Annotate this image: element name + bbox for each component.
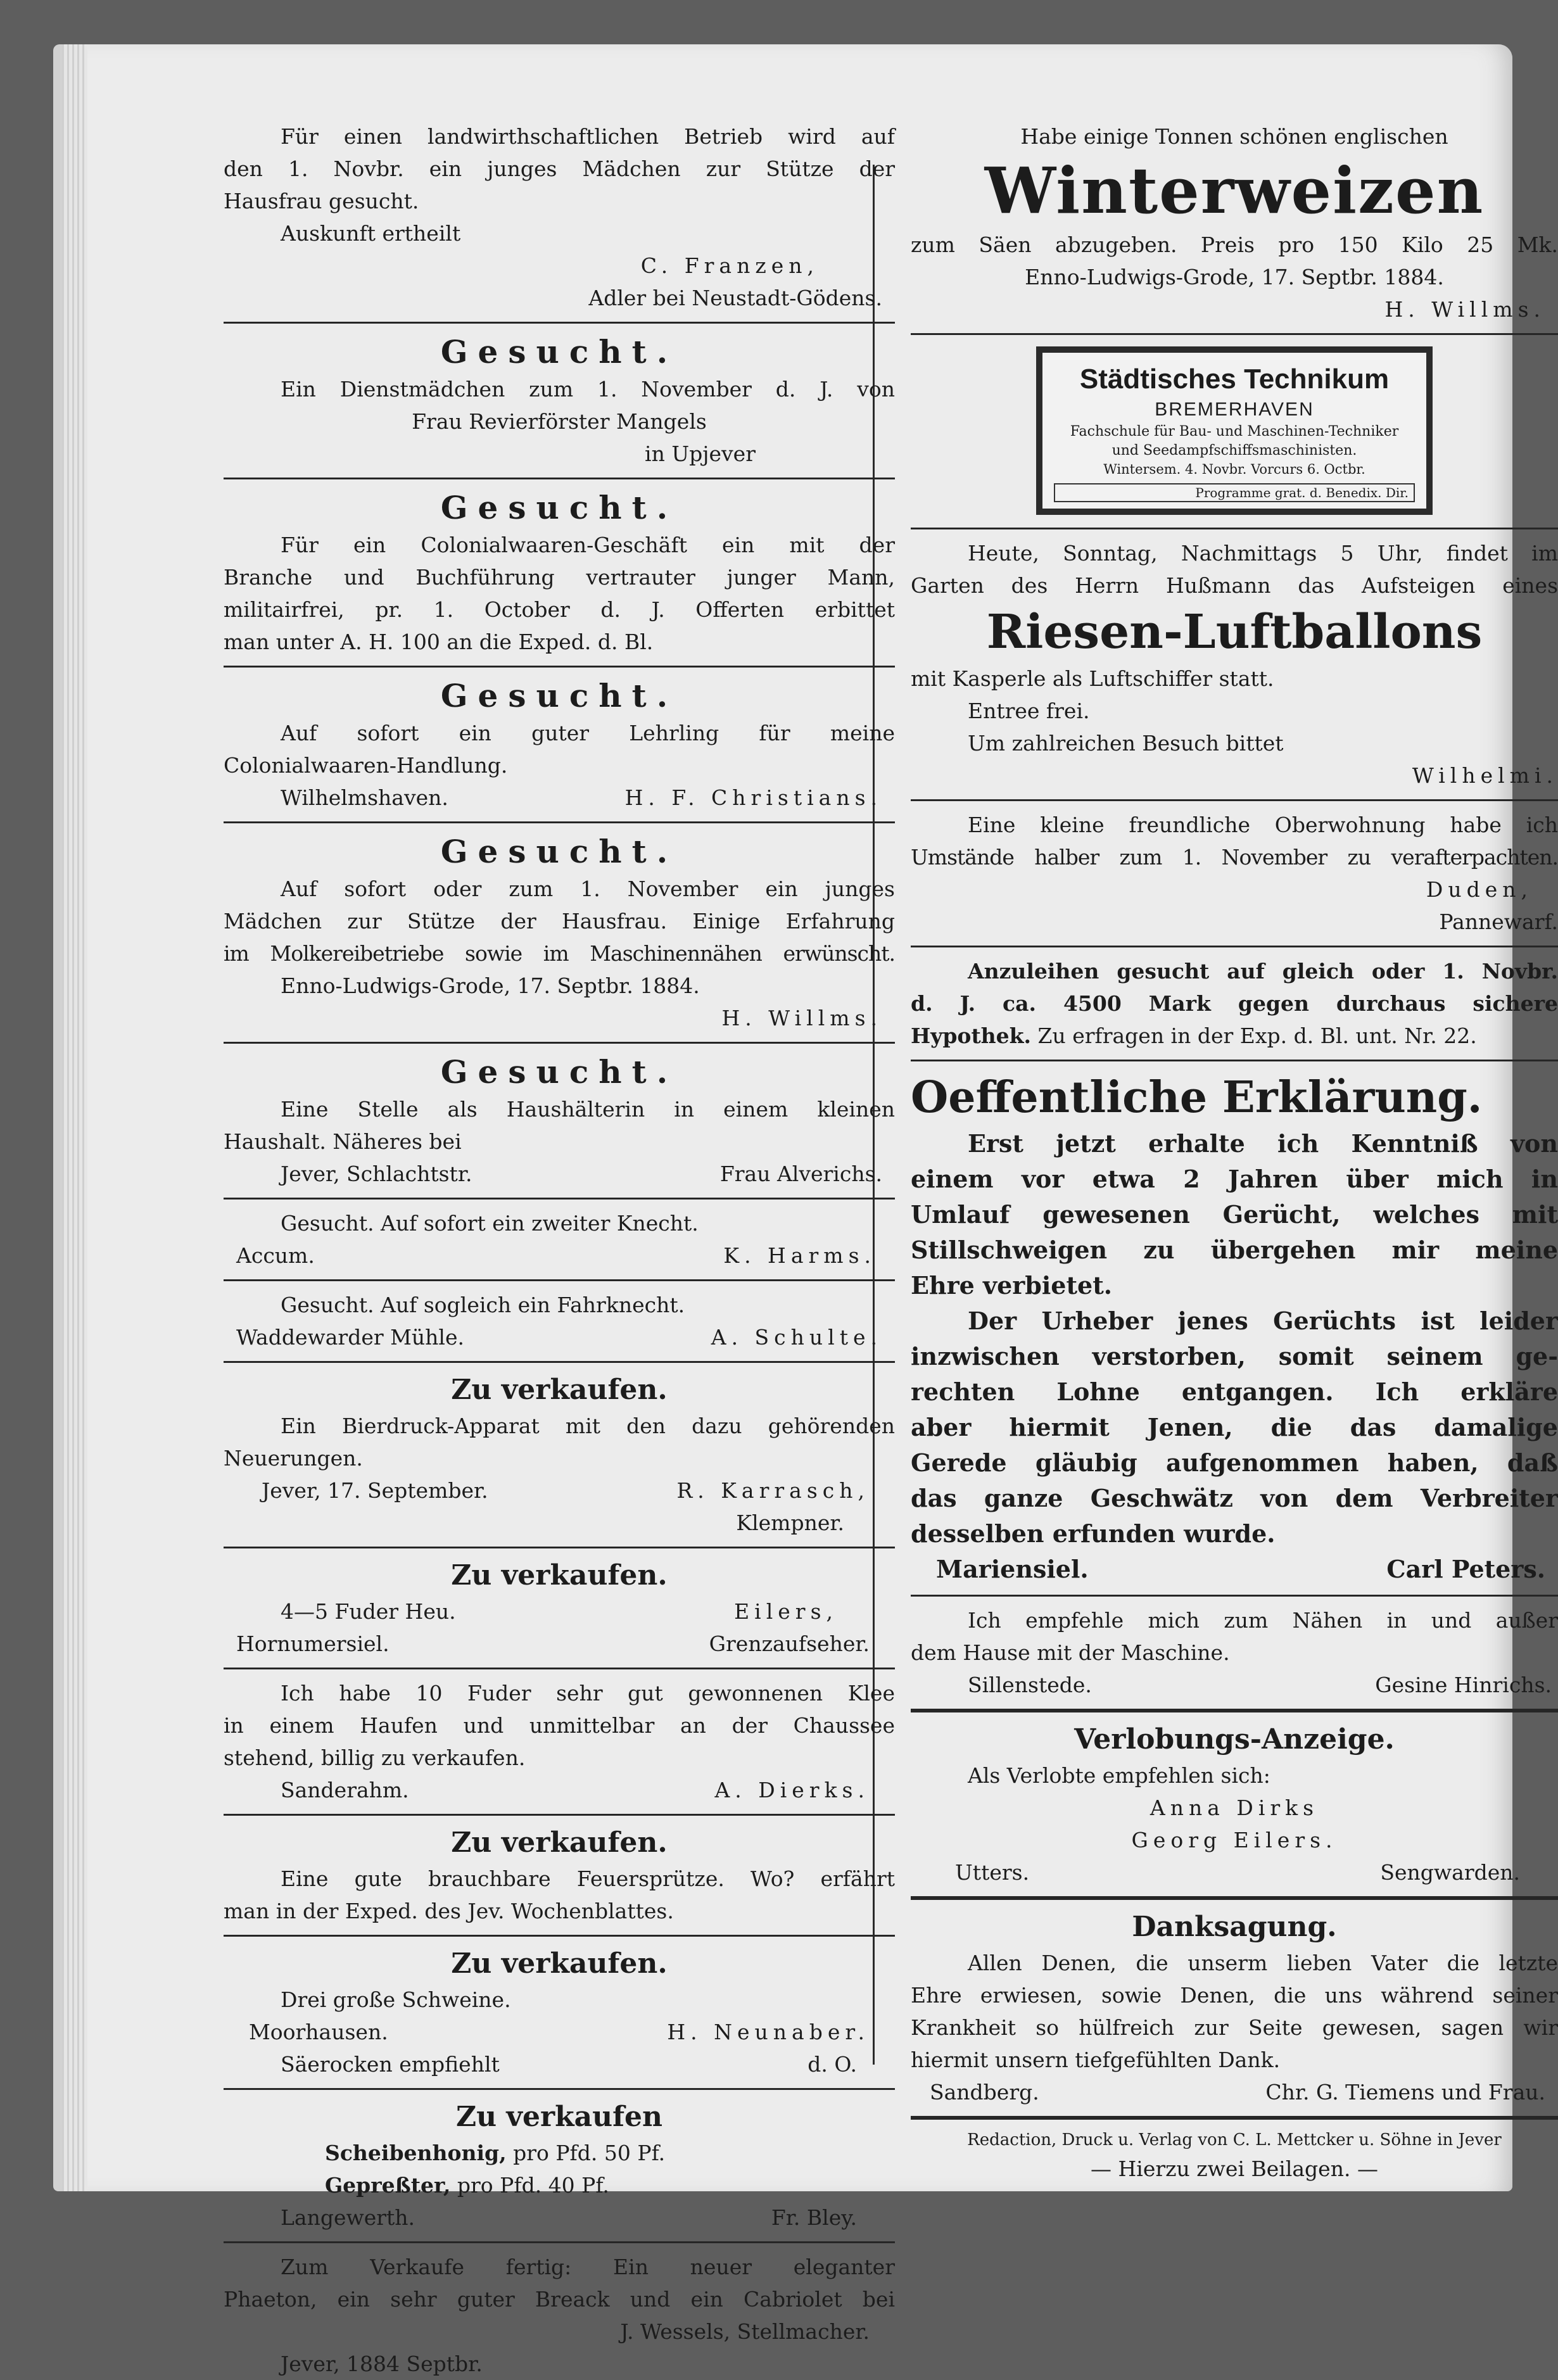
technikum-line: Programme grat. d. Benedix. Dir. bbox=[1054, 483, 1415, 502]
ad-seamstress bbox=[911, 1604, 1558, 1701]
technikum-line: Fachschule für Bau- und Maschinen-Techniker bbox=[1070, 424, 1399, 440]
ad-line: Auf sofort ein guter Lehrling für meine bbox=[281, 721, 895, 745]
separator bbox=[911, 333, 1558, 335]
ad-line: Mädchen zur Stütze der Hausfrau. Einige Erfahrung bbox=[224, 909, 895, 934]
ad-signature: J. Wessels, Stellmacher. bbox=[620, 2319, 870, 2344]
ad-line: Hausfrau gesucht. bbox=[224, 189, 419, 213]
left-column bbox=[224, 120, 895, 2380]
ad-signature: A. Dierks. bbox=[714, 1778, 870, 1802]
ad-signature: C. Franzen, bbox=[640, 253, 819, 278]
ad-date: Jever, 1884 Septbr. bbox=[281, 2352, 483, 2376]
ad-line: mit Kasperle als Luftschiffer statt. bbox=[911, 666, 1274, 691]
ad-line: man unter A. H. 100 an die Exped. d. Bl. bbox=[224, 630, 654, 654]
ad-line: Ehre erwiesen, sowie Denen, die uns während seiner bbox=[911, 1983, 1558, 2008]
ad-beer-apparatus bbox=[224, 1370, 895, 1539]
ad-line: dem Hause mit der Maschine. bbox=[911, 1640, 1230, 1665]
ad-item: pro Pfd. 40 Pf. bbox=[450, 2173, 609, 2198]
ad-line: rechten Lohne entgangen. Ich erkläre bbox=[911, 1377, 1558, 1406]
separator bbox=[911, 2116, 1558, 2120]
ad-winter-wheat bbox=[911, 120, 1558, 326]
ad-maid bbox=[224, 331, 895, 470]
ad-line: aber hiermit Jenen, die das damalige bbox=[911, 1413, 1558, 1441]
separator bbox=[224, 1042, 895, 1044]
ad-heading: Zu verkaufen. bbox=[451, 1947, 668, 1980]
ad-farm-girl bbox=[224, 120, 895, 314]
ad-heading: Gesucht. bbox=[440, 833, 678, 870]
ad-public-declaration bbox=[911, 1069, 1558, 1587]
separator bbox=[224, 821, 895, 823]
separator bbox=[224, 1814, 895, 1816]
separator bbox=[224, 478, 895, 479]
ad-heading: Gesucht. bbox=[440, 1053, 678, 1091]
ad-role: Klempner. bbox=[736, 1510, 844, 1535]
ad-clover bbox=[224, 1677, 895, 1806]
ad-info: Auskunft ertheilt bbox=[281, 221, 461, 246]
page-edge bbox=[62, 44, 87, 2191]
separator bbox=[224, 2088, 895, 2090]
ad-place: Sillenstede. bbox=[968, 1673, 1092, 1697]
ad-line: Entree frei. bbox=[968, 699, 1090, 723]
separator bbox=[911, 1896, 1558, 1900]
ad-heading: Verlobungs-Anzeige. bbox=[1074, 1723, 1395, 1756]
ad-line: Phaeton, ein sehr guter Breack und ein Cabriolet bei bbox=[224, 2287, 895, 2312]
ad-line-bold: Hypothek. bbox=[911, 1023, 1032, 1048]
ad-item-bold: Gepreßter, bbox=[325, 2173, 451, 2198]
ad-signature: Gesine Hinrichs. bbox=[1375, 1673, 1552, 1697]
separator bbox=[224, 1198, 895, 1199]
ad-honey bbox=[224, 2098, 895, 2234]
ad-thanks bbox=[911, 1908, 1558, 2108]
ad-line: Gesucht. Auf sogleich ein Fahrknecht. bbox=[281, 1293, 685, 1317]
ad-line: Ein Dienstmädchen zum 1. November d. J. von bbox=[281, 377, 895, 402]
ad-line: Habe einige Tonnen schönen englischen bbox=[1020, 124, 1448, 149]
ad-line: Für einen landwirthschaftlichen Betrieb wird auf bbox=[281, 124, 895, 149]
separator bbox=[911, 1595, 1558, 1597]
ad-line: Krankheit so hülfreich zur Seite gewesen, sagen wir bbox=[911, 2015, 1558, 2040]
ad-line: hiermit unsern tiefgefühlten Dank. bbox=[911, 2048, 1281, 2072]
ad-big-heading: Winterweizen bbox=[984, 153, 1485, 228]
ad-heading: Gesucht. bbox=[440, 677, 678, 714]
ad-line: Umstände halber zum 1. November zu verafterpachten. bbox=[911, 845, 1558, 870]
ad-line: Eine kleine freundliche Oberwohnung habe ich bbox=[968, 813, 1558, 837]
ad-line: Säerocken empfiehlt bbox=[281, 2052, 500, 2077]
ad-carriages bbox=[224, 2251, 895, 2380]
ad-line: Eine gute brauchbare Feuersprütze. Wo? erfährt bbox=[281, 1866, 895, 1891]
technikum-city: BREMERHAVEN bbox=[1155, 399, 1314, 420]
ad-line: inzwischen verstorben, somit seinem ge- bbox=[911, 1342, 1558, 1370]
ad-line: d. J. ca. 4500 Mark gegen durchaus sichere bbox=[911, 991, 1558, 1016]
ad-place: in Upjever bbox=[645, 441, 756, 466]
ad-line: Stillschweigen zu übergehen mir meine bbox=[911, 1236, 1558, 1264]
ad-signature: d. O. bbox=[808, 2052, 857, 2077]
separator bbox=[911, 1060, 1558, 1061]
technikum-line: und Seedampfschiffsmaschinisten. bbox=[1112, 443, 1357, 459]
ad-signature: H. F. Christians. bbox=[624, 785, 882, 810]
ad-line: Auf sofort oder zum 1. November ein junges bbox=[281, 877, 895, 901]
ad-housekeeper bbox=[224, 1051, 895, 1190]
ad-place: Accum. bbox=[236, 1243, 315, 1268]
ad-fire-pump bbox=[224, 1823, 895, 1927]
ad-heading: Zu verkaufen. bbox=[451, 1374, 668, 1406]
ad-line: Haushalt. Näheres bei bbox=[224, 1129, 462, 1154]
ad-place: Sandberg. bbox=[930, 2080, 1039, 2105]
ad-signature: A. Schulte. bbox=[711, 1325, 882, 1350]
ad-signature: Chr. G. Tiemens und Frau. bbox=[1265, 2080, 1545, 2105]
ad-item: Drei große Schweine. bbox=[281, 1987, 511, 2012]
ad-line: Erst jetzt erhalte ich Kenntniß von bbox=[968, 1129, 1558, 1158]
ad-line: im Molkereibetriebe sowie im Maschinennähen erwünscht. bbox=[224, 941, 895, 966]
ad-place: Sanderahm. bbox=[281, 1778, 409, 1802]
footer bbox=[911, 2127, 1558, 2185]
ad-apprentice bbox=[224, 675, 895, 814]
separator bbox=[911, 946, 1558, 947]
ad-signature: K. Harms. bbox=[723, 1243, 876, 1268]
ad-place: Mariensiel. bbox=[936, 1555, 1089, 1583]
ad-line: Um zahlreichen Besuch bittet bbox=[968, 731, 1284, 756]
ad-signature: Frau Alverichs. bbox=[719, 1162, 882, 1186]
ad-line: Neuerungen. bbox=[224, 1446, 363, 1471]
ad-line: Ich habe 10 Fuder sehr gut gewonnenen Klee bbox=[281, 1681, 895, 1706]
separator bbox=[224, 1547, 895, 1548]
ad-signature: Duden, bbox=[1426, 877, 1533, 902]
supplement-note: — Hierzu zwei Beilagen. — bbox=[1091, 2156, 1378, 2181]
ad-signature: H. Willms. bbox=[1384, 297, 1545, 322]
ad-hay bbox=[224, 1556, 895, 1660]
ad-place: Langewerth. bbox=[281, 2205, 415, 2230]
ad-place: Jever, Schlachtstr. bbox=[281, 1162, 472, 1186]
ad-driver bbox=[224, 1289, 895, 1353]
ad-engagement bbox=[911, 1720, 1558, 1889]
ad-signature: H. Neunaber. bbox=[667, 2020, 870, 2044]
right-column bbox=[911, 120, 1558, 2185]
ad-line: Ein Bierdruck-Apparat mit den dazu gehörenden bbox=[281, 1414, 895, 1438]
ad-heading: Zu verkaufen bbox=[455, 2101, 663, 2133]
ad-item: 4—5 Fuder Heu. bbox=[281, 1599, 456, 1624]
ad-line: einem vor etwa 2 Jahren über mich in bbox=[911, 1165, 1558, 1193]
separator bbox=[911, 1709, 1558, 1712]
technikum-title: Städtisches Technikum bbox=[1079, 364, 1390, 395]
ad-line: Umlauf gewesenen Gerücht, welches mit bbox=[911, 1200, 1558, 1229]
ad-line: das ganze Geschwätz von dem Verbreiter bbox=[911, 1484, 1558, 1512]
ad-line: Colonialwaaren-Handlung. bbox=[224, 753, 508, 778]
ad-line: militairfrei, pr. 1. October d. J. Offerten erbittet bbox=[224, 597, 895, 622]
ad-line: Zu erfragen in der Exp. d. Bl. unt. Nr. 22. bbox=[1031, 1023, 1477, 1048]
ad-line: Für ein Colonialwaaren-Geschäft ein mit der bbox=[281, 533, 895, 557]
ad-signature: Fr. Bley. bbox=[771, 2205, 857, 2230]
separator bbox=[911, 799, 1558, 801]
ad-line: in einem Haufen und unmittelbar an der Chaussee bbox=[224, 1713, 895, 1738]
ad-line: Frau Revierförster Mangels bbox=[412, 409, 707, 434]
ad-place: Sengwarden. bbox=[1380, 1860, 1520, 1885]
ad-signature: R. Karrasch, bbox=[676, 1478, 870, 1503]
ad-heading: Gesucht. bbox=[440, 333, 678, 370]
ad-big-heading: Oeffentliche Erklärung. bbox=[911, 1072, 1483, 1123]
ad-line: Allen Denen, die unserm lieben Vater die letzte bbox=[968, 1951, 1558, 1975]
newspaper-page bbox=[53, 44, 1558, 2376]
imprint: Redaction, Druck u. Verlag von C. L. Mettcker u. Söhne in Jever bbox=[967, 2130, 1502, 2149]
ad-line: zum Säen abzugeben. Preis pro 150 Kilo 25 Mk. bbox=[911, 232, 1558, 257]
separator bbox=[224, 1668, 895, 1669]
ad-place: Pannewarf. bbox=[1439, 909, 1558, 934]
ad-big-heading: Riesen-Luftballons bbox=[986, 605, 1483, 659]
ad-item-bold: Scheibenhonig, bbox=[325, 2141, 507, 2165]
ad-date: Enno-Ludwigs-Grode, 17. Septbr. 1884. bbox=[1025, 265, 1444, 289]
ad-loan bbox=[911, 955, 1558, 1052]
ad-line: Branche und Buchführung vertrauter junger Mann, bbox=[224, 565, 895, 590]
ad-line: Der Urheber jenes Gerüchts ist leider bbox=[968, 1307, 1558, 1335]
ad-place: Moorhausen. bbox=[249, 2020, 388, 2044]
ad-line: Garten des Herrn Hußmann das Aufsteigen eines bbox=[911, 573, 1558, 598]
separator bbox=[911, 528, 1558, 529]
separator bbox=[224, 2241, 895, 2243]
ad-role: Grenzaufseher. bbox=[709, 1631, 870, 1656]
ad-line: Gerede gläubig aufgenommen haben, daß bbox=[911, 1448, 1558, 1477]
ad-name: Georg Eilers. bbox=[1131, 1828, 1338, 1852]
ad-signature: H. Willms. bbox=[721, 1006, 882, 1030]
ad-signature: Wilhelmi. bbox=[1412, 763, 1558, 788]
ad-place: Utters. bbox=[955, 1860, 1030, 1885]
ad-heading: Zu verkaufen. bbox=[451, 1559, 668, 1592]
separator bbox=[224, 1361, 895, 1363]
ad-signature: Carl Peters. bbox=[1386, 1555, 1545, 1583]
ad-line: den 1. Novbr. ein junges Mädchen zur Stütze der bbox=[224, 156, 895, 181]
ad-signature: Eilers, bbox=[734, 1599, 838, 1624]
ad-date: Enno-Ludwigs-Grode, 17. Septbr. 1884. bbox=[281, 973, 700, 998]
ad-place: Jever, 17. September. bbox=[262, 1478, 488, 1503]
separator bbox=[224, 1935, 895, 1937]
ad-line: Eine Stelle als Haushälterin in einem kleinen bbox=[281, 1097, 895, 1122]
ad-line: desselben erfunden wurde. bbox=[911, 1519, 1276, 1548]
technikum-ad-box bbox=[1036, 346, 1433, 515]
technikum-line: Wintersem. 4. Novbr. Vorcurs 6. Octbr. bbox=[1103, 462, 1365, 477]
ad-heading: Zu verkaufen. bbox=[451, 1826, 668, 1859]
ad-young-girl bbox=[224, 831, 895, 1034]
ad-item: pro Pfd. 50 Pf. bbox=[506, 2141, 666, 2165]
separator bbox=[224, 322, 895, 324]
ad-pigs bbox=[224, 1944, 895, 2080]
ad-line: Ehre verbietet. bbox=[911, 1271, 1112, 1300]
ad-heading: Gesucht. bbox=[440, 489, 678, 526]
ad-name: Anna Dirks bbox=[1150, 1795, 1319, 1820]
ad-line: man in der Exped. des Jev. Wochenblattes. bbox=[224, 1899, 674, 1923]
ad-place: Waddewarder Mühle. bbox=[236, 1325, 464, 1350]
separator bbox=[224, 666, 895, 668]
ad-line: Gesucht. Auf sofort ein zweiter Knecht. bbox=[281, 1211, 699, 1236]
ad-place: Hornumersiel. bbox=[236, 1631, 390, 1656]
ad-line: stehend, billig zu verkaufen. bbox=[224, 1745, 526, 1770]
ad-apartment bbox=[911, 809, 1558, 938]
ad-farmhand bbox=[224, 1207, 895, 1272]
ad-line: Zum Verkaufe fertig: Ein neuer eleganter bbox=[281, 2255, 895, 2279]
separator bbox=[224, 1279, 895, 1281]
ad-heading: Danksagung. bbox=[1132, 1911, 1337, 1943]
ad-place: Adler bei Neustadt-Gödens. bbox=[588, 286, 882, 310]
ad-place: Wilhelmshaven. bbox=[281, 785, 448, 810]
ad-line: Als Verlobte empfehlen sich: bbox=[968, 1763, 1270, 1788]
ad-line: Ich empfehle mich zum Nähen in und außer bbox=[968, 1608, 1558, 1633]
ad-balloon bbox=[911, 537, 1558, 792]
ad-line: Anzuleihen gesucht auf gleich oder 1. Novbr. bbox=[968, 959, 1558, 984]
ad-colonial-clerk bbox=[224, 487, 895, 658]
ad-line: Heute, Sonntag, Nachmittags 5 Uhr, findet im bbox=[968, 541, 1558, 566]
